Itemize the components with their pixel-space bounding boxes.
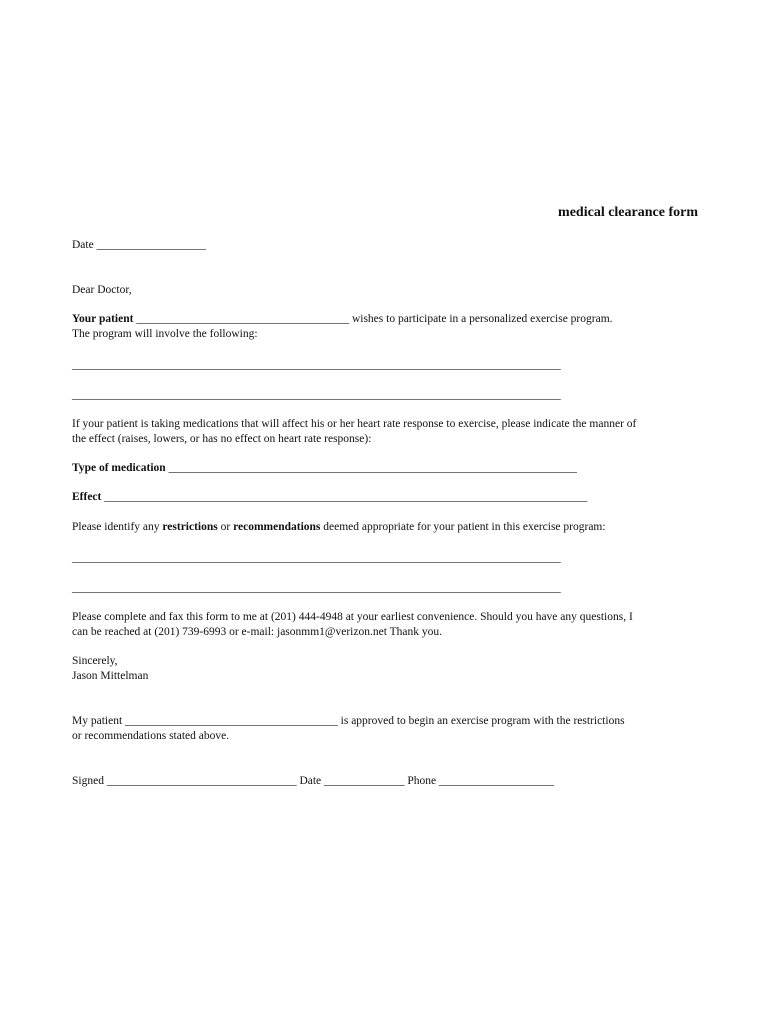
medication-type-field[interactable]: _______________________________________________________________________	[165, 462, 577, 474]
date-field[interactable]: Date ___________________	[72, 239, 206, 251]
closing: Sincerely,	[72, 655, 118, 667]
restrictions-blank-2[interactable]: _____________________________________________________________________________________	[72, 582, 561, 594]
medication-instructions-2: the effect (raises, lowers, or has no effect on heart rate response):	[72, 433, 372, 445]
effect-line	[72, 490, 587, 505]
program-blank-1[interactable]: _____________________________________________________________________________________	[72, 359, 561, 371]
signature-line[interactable]: Signed _________________________________ Date ______________ Phone ____________________	[72, 775, 555, 787]
fax-instructions-2: can be reached at (201) 739-6993 or e-mail: jasonmm1@verizon.net Thank you.	[72, 626, 442, 638]
program-line: The program will involve the following:	[72, 328, 258, 340]
approval-line-2: or recommendations stated above.	[72, 730, 230, 742]
patient-name-field[interactable]: _____________________________________ wishes to participate in a personalized exercise program.	[133, 313, 613, 325]
effect-label: Effect	[72, 491, 102, 503]
medication-type-label: Type of medication	[72, 462, 166, 474]
sender-name: Jason Mittelman	[72, 670, 149, 682]
approval-line-1[interactable]: My patient _____________________________________ is approved to begin an exercise program with the restrictions	[72, 715, 625, 727]
patient-line	[72, 312, 613, 327]
form-title: medical clearance form	[558, 205, 698, 220]
effect-field[interactable]: ____________________________________________________________________________________	[101, 491, 588, 503]
patient-label: Your patient	[72, 313, 134, 325]
medication-instructions-1: If your patient is taking medications that will affect his or her heart rate response to exercise, please indicate the manner of	[72, 418, 637, 430]
program-blank-2[interactable]: _____________________________________________________________________________________	[72, 389, 561, 401]
medication-type-line	[72, 461, 577, 476]
restrictions-blank-1[interactable]: _____________________________________________________________________________________	[72, 552, 561, 564]
salutation: Dear Doctor,	[72, 284, 132, 296]
fax-instructions-1: Please complete and fax this form to me at (201) 444-4948 at your earliest convenience. Should you have any questions, I	[72, 611, 633, 623]
restrictions-prompt: Please identify any restrictions or recommendations deemed appropriate for your patient in this exercise program:	[72, 521, 606, 533]
